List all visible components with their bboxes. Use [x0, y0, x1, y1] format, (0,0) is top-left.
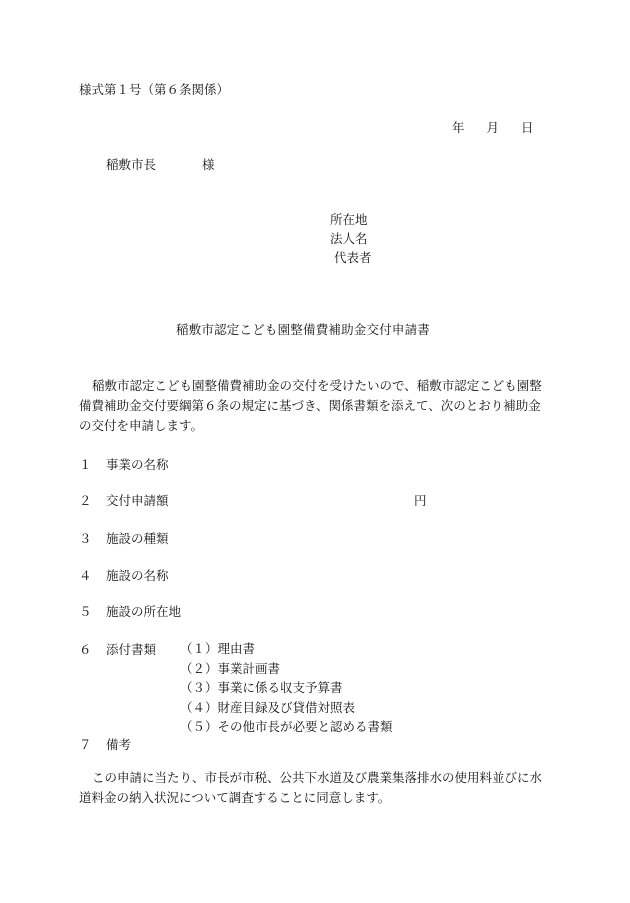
attachment-item: （４）財産目録及び貸借対照表	[180, 699, 356, 715]
applicant-address-label: 所在地	[330, 212, 368, 227]
attachment-item: （２）事業計画書	[180, 660, 281, 676]
item-number: ４	[79, 568, 92, 583]
item-label: 事業の名称	[106, 457, 169, 472]
attachment-list	[180, 639, 393, 737]
item-label: 備考	[106, 737, 132, 752]
amount-unit: 円	[414, 493, 427, 508]
item-6	[79, 640, 156, 658]
document-title: 稲敷市認定こども園整備費補助金交付申請書	[176, 322, 431, 337]
item-label: 施設の種類	[106, 531, 169, 546]
applicant-representative-label: 代表者	[334, 250, 372, 265]
item-number: ６	[79, 642, 92, 657]
item-number: ５	[79, 604, 92, 619]
attachment-item: （３）事業に係る収支予算書	[180, 680, 343, 695]
item-number: ７	[79, 737, 92, 752]
addressee-honorific: 様	[202, 157, 215, 172]
attachment-item: （５）その他市長が必要と認める書類	[180, 719, 393, 734]
date-line	[452, 118, 534, 136]
item-4	[79, 566, 169, 584]
item-2	[79, 491, 427, 509]
item-7	[79, 735, 131, 753]
item-label: 添付書類	[106, 642, 157, 657]
applicant-block	[330, 210, 372, 267]
attachment-item: （１）理由書	[180, 641, 256, 656]
addressee	[106, 155, 215, 173]
date-month-label: 月	[486, 120, 500, 135]
item-number: ２	[79, 493, 92, 508]
item-number: １	[79, 457, 92, 472]
date-day-label: 日	[521, 120, 534, 135]
consent-paragraph: この申請に当たり、市長が市税、公共下水道及び農業集落排水の使用料並びに水道料金の納入状況について調査することに同意します。	[79, 770, 543, 805]
item-label: 交付申請額	[106, 493, 169, 508]
item-number: ３	[79, 531, 92, 546]
item-label: 施設の所在地	[106, 604, 182, 619]
item-5	[79, 602, 181, 620]
item-label: 施設の名称	[106, 568, 169, 583]
item-3	[79, 529, 169, 547]
item-1	[79, 455, 169, 473]
date-year-label: 年	[452, 120, 465, 135]
applicant-corporation-label: 法人名	[330, 231, 368, 246]
addressee-name: 稲敷市長	[106, 157, 157, 172]
form-number: 様式第１号（第６条関係）	[79, 82, 230, 97]
body-paragraph: 稲敷市認定こども園整備費補助金の交付を受けたいので、稲敷市認定こども園整備費補助金交付要綱第６条の規定に基づき、関係書類を添えて、次のとおり補助金の交付を申請します。	[79, 378, 542, 433]
